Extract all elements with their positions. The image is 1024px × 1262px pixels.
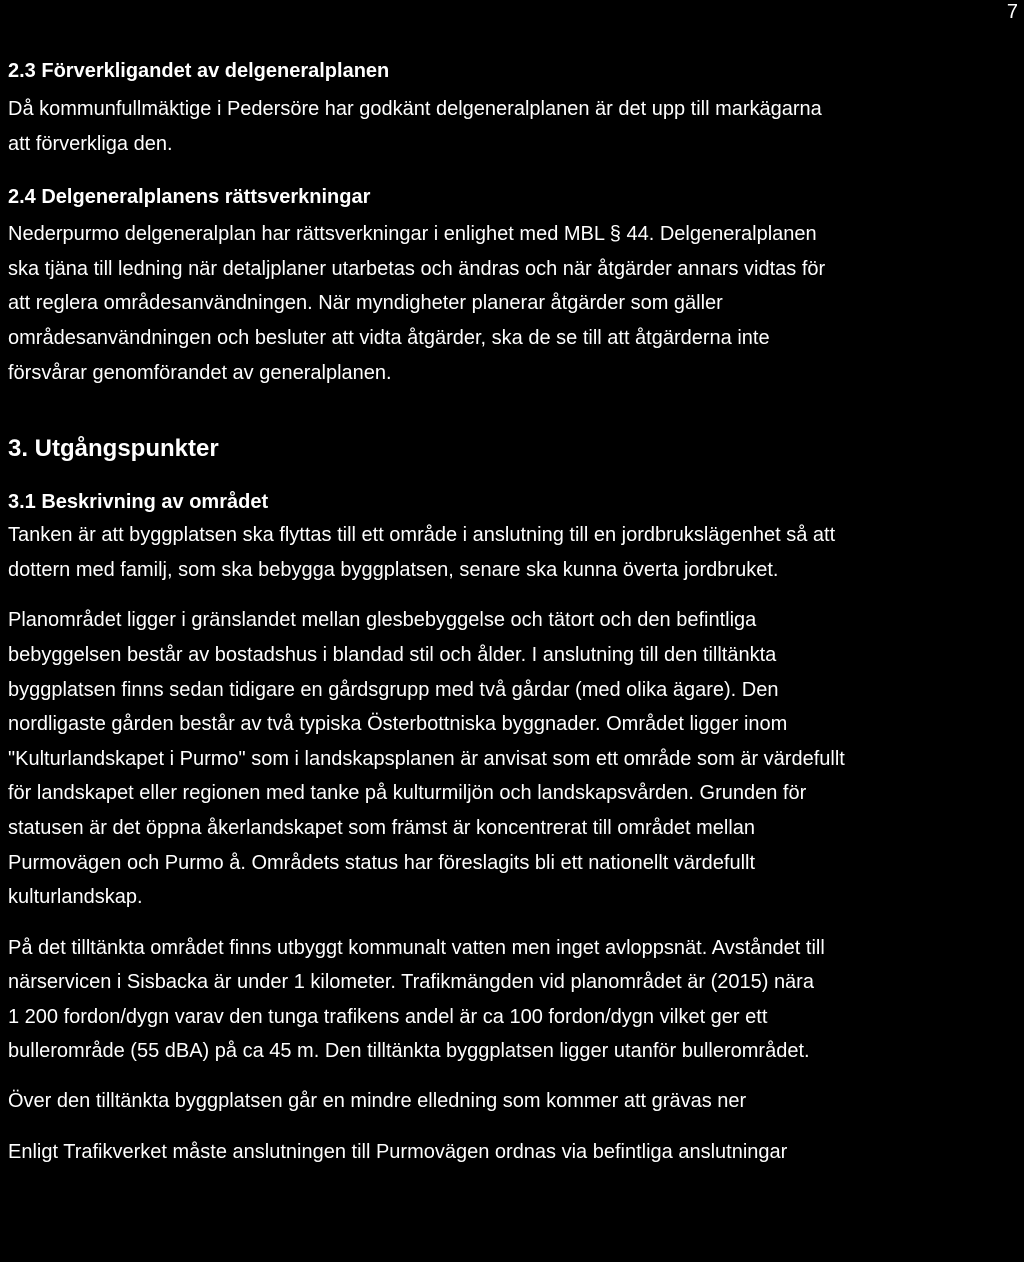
document-body [8,58,1014,1169]
heading-2-4: 2.4 Delgeneralplanens rättsverkningar [8,186,371,209]
paragraph-2-4: Nederpurmo delgeneralplan har rättsverkningar i enlighet med MBL § 44. Delgeneralplanen ska tjäna till ledning när detaljplaner utarbetas och ändras och när åtgärder annars vidtas för att reglera områdesanvändningen. När myndigheter planerar åtgärder som gäller områdesanvändningen och besluter att vidta åtgärder, ska de se till att åtgärderna inte försvårar genomförandet av generalplanen. [8,223,826,384]
paragraph-3-1-c: På det tilltänkta området finns utbyggt kommunalt vatten men inget avloppsnät. Avståndet till närservicen i Sisbacka är under 1 kilometer. Trafikmängden vid planområdet är (2015) nära 1 200 fordon/dygn varav den tunga trafikens andel är ca 100 fordon/dygn vilket ger ett bullerområde (55 dBA) på ca 45 m. Den tilltänkta byggplatsen ligger utanför bullerområdet. [8,936,825,1063]
paragraph-3-1-d: Över den tilltänkta byggplatsen går en mindre elledning som kommer att grävas ner [8,1090,747,1113]
heading-3-1: 3.1 Beskrivning av området [8,491,269,514]
paragraph-3-1-b: Planområdet ligger i gränslandet mellan glesbebyggelse och tätort och den befintliga bebyggelsen består av bostadshus i blandad stil och ålder. I anslutning till den tilltänkta byggplatsen finns sedan tidigare en gårdsgrupp med två gårdar (med olika ägare). Den nordligaste gården består av två typiska Österbottniska byggnader. Området ligger inom "Kulturlandskapet i Purmo" som i landskapsplanen är anvisat som ett område som är värdefullt för landskapet eller regionen med tanke på kulturmiljön och landskapsvården. Grunden för statusen är det öppna åkerlandskapet som främst är koncentrerat till området mellan Purmovägen och Purmo å. Områdets status har föreslagits bli ett nationellt värdefullt kulturlandskap. [8,609,845,909]
page-number: 7 [1006,1,1018,23]
paragraph-3-1-e: Enligt Trafikverket måste anslutningen till Purmovägen ordnas via befintliga anslutningar [8,1140,788,1163]
heading-3: 3. Utgångspunkter [8,435,219,463]
paragraph-3-1-a: Tanken är att byggplatsen ska flyttas till ett område i anslutning till en jordbrukslägenhet så att dottern med familj, som ska bebygga byggplatsen, senare ska kunna överta jordbruket. [8,524,836,581]
heading-2-3: 2.3 Förverkligandet av delgeneralplanen [8,60,390,82]
paragraph-2-3: Då kommunfullmäktige i Pedersöre har godkänt delgeneralplanen är det upp till markägarna att förverkliga den. [8,98,822,155]
